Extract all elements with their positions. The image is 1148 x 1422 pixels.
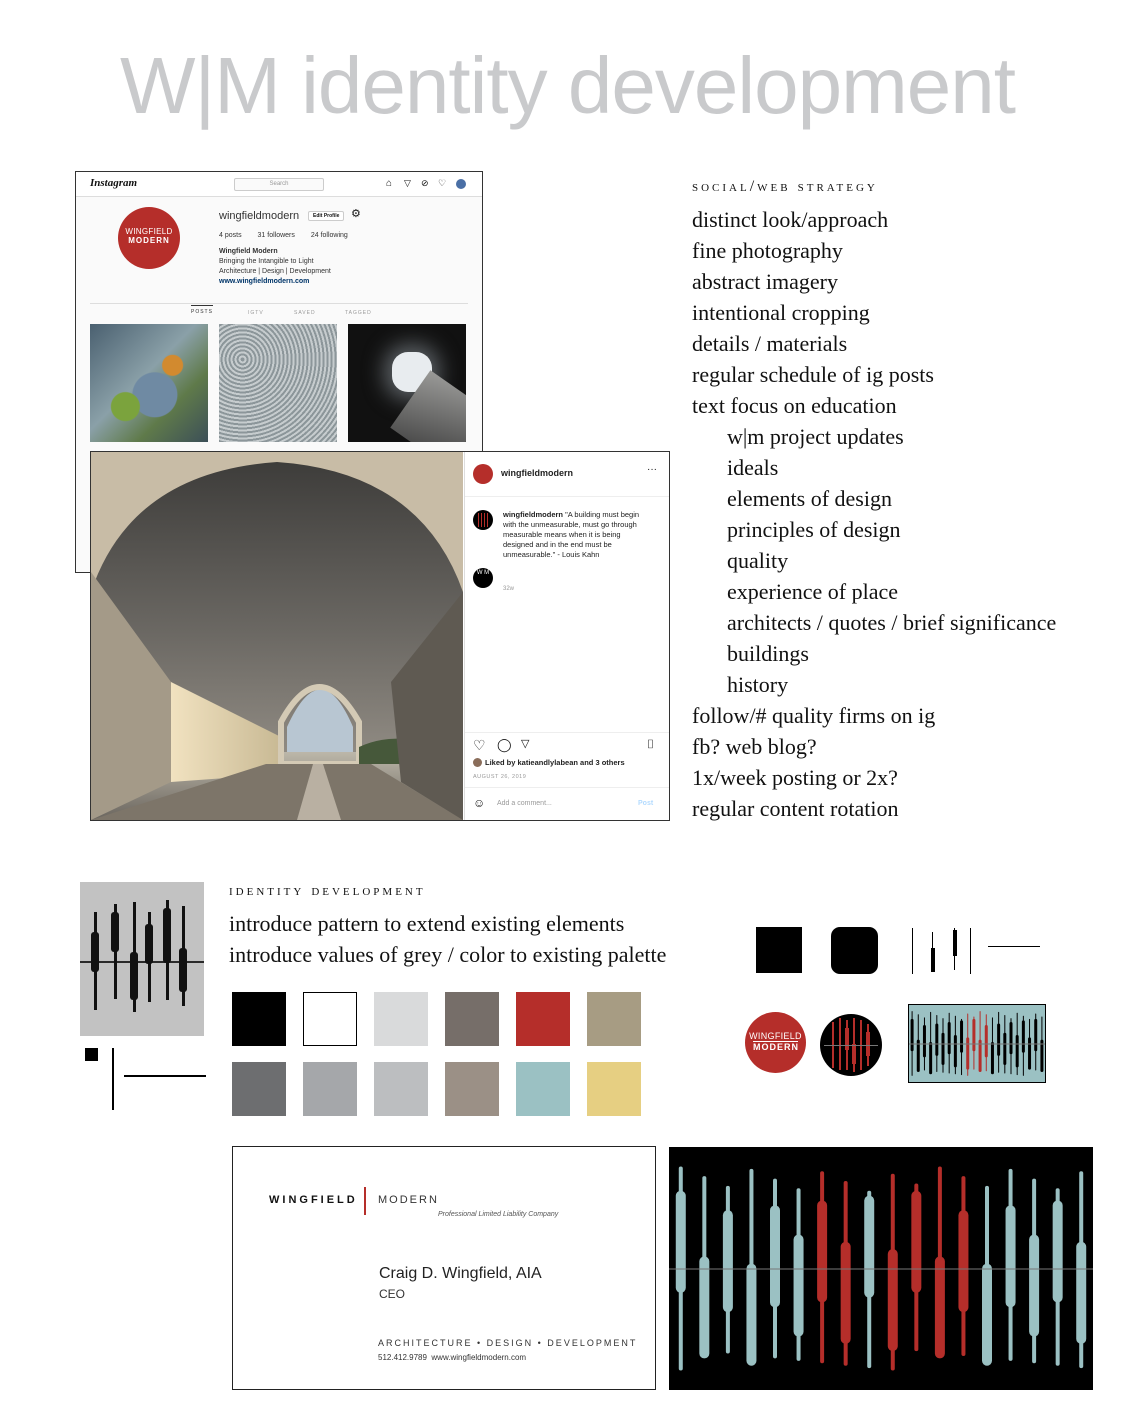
badge-bar: [866, 1032, 870, 1056]
comment-bar: [465, 787, 670, 821]
social-strategy-heading: social/web strategy: [692, 178, 878, 195]
ig-posts-count[interactable]: 4 posts: [219, 232, 242, 239]
ig-website-link[interactable]: www.wingfieldmodern.com: [219, 278, 310, 285]
ig-bio-line1: Bringing the Intangible to Light: [219, 258, 314, 265]
pattern-bar: [1003, 1033, 1006, 1065]
pattern-bar: [1010, 1022, 1013, 1054]
color-swatch: [445, 1062, 499, 1116]
comment-icon[interactable]: ◯: [497, 737, 512, 752]
strategy-item: w|m project updates: [727, 424, 904, 449]
caption-username[interactable]: wingfieldmodern: [503, 510, 563, 519]
logo-badge-red: [745, 1012, 806, 1073]
ig-actions: [465, 732, 670, 821]
pattern-bar: [948, 1022, 951, 1054]
ig-post-avatar[interactable]: [473, 464, 493, 484]
wm-avatar-text: W M: [476, 570, 490, 576]
badge-pattern-svg: [820, 1014, 882, 1076]
ig-logo-line1: WINGFIELD: [125, 227, 173, 236]
pattern-bar: [723, 1210, 733, 1312]
color-swatch: [232, 992, 286, 1046]
strategy-item: fine photography: [692, 238, 843, 263]
vault-photo: [91, 452, 463, 820]
pattern-bar: [1006, 1205, 1016, 1307]
color-swatch: [374, 1062, 428, 1116]
card-role: CEO: [379, 1287, 406, 1301]
ig-tabs: [90, 303, 468, 316]
home-icon[interactable]: ⌂: [386, 178, 393, 189]
caption-text: "A building must begin with the unmeasurable, must go through measurable means when it is being designed and in the end must be unmeasurable." - Louis Kahn: [503, 510, 640, 559]
wm-avatar: [473, 568, 493, 588]
strategy-item: intentional cropping: [692, 300, 870, 325]
pattern-bar: [888, 1249, 898, 1351]
caption-avatar: [473, 510, 493, 530]
ig-post-panel: [464, 452, 670, 820]
pattern-bar: [1022, 1020, 1025, 1052]
direct-icon[interactable]: ▽: [404, 178, 411, 188]
card-contact: 512.412.9789 www.wingfieldmodern.com: [378, 1353, 527, 1362]
color-swatch: [303, 1062, 357, 1116]
strategy-item: buildings: [727, 641, 809, 666]
pattern-bar: [794, 1234, 804, 1336]
pattern-bar: [997, 1023, 1000, 1055]
pattern-bar: [1034, 1019, 1037, 1051]
color-swatch: [445, 992, 499, 1046]
heart-icon[interactable]: ♡: [438, 178, 447, 188]
dash-mark: [988, 946, 1040, 947]
ig-post-thumb-gravel[interactable]: [219, 324, 337, 442]
page-title: W|M identity development: [120, 41, 1015, 130]
pattern-bar: [911, 1191, 921, 1293]
color-swatch: [303, 992, 357, 1046]
more-options-icon[interactable]: ···: [647, 464, 657, 475]
strategy-item: text focus on education: [692, 393, 897, 418]
pattern-bar: [770, 1205, 780, 1307]
color-swatch: [232, 1062, 286, 1116]
strategy-item: 1x/week posting or 2x?: [692, 765, 898, 790]
business-card: [232, 1146, 656, 1390]
tab-posts[interactable]: POSTS: [191, 305, 213, 315]
pattern-photo: [80, 882, 204, 1036]
pattern-bar: [954, 1035, 957, 1067]
card-brand-divider: [364, 1187, 366, 1215]
tab-saved[interactable]: SAVED: [294, 310, 316, 316]
pattern-bar: [179, 948, 187, 992]
liked-by-text[interactable]: Liked by katieandlylabean and 3 others: [485, 758, 625, 767]
pattern-baseline: [909, 1044, 1045, 1045]
identity-line-2: introduce values of grey / color to existing palette: [229, 942, 667, 967]
ig-post-thumb-aperture[interactable]: [348, 324, 466, 442]
horizontal-line-mark: [124, 1075, 206, 1077]
strategy-item: details / materials: [692, 331, 848, 356]
card-services: ARCHITECTURE • DESIGN • DEVELOPMENT: [378, 1338, 638, 1348]
ig-bio: [219, 247, 331, 287]
bookmark-icon[interactable]: ⌷: [647, 737, 655, 751]
like-heart-icon[interactable]: ♡: [473, 737, 486, 753]
barcode-bar: [931, 948, 935, 972]
ig-name: Wingfield Modern: [219, 248, 278, 255]
large-pattern-tile: [669, 1147, 1093, 1390]
card-company-type: Professional Limited Liability Company: [438, 1211, 559, 1218]
pattern-bar: [145, 924, 153, 964]
vault-photo-art: [91, 452, 463, 820]
pattern-bar: [111, 912, 119, 952]
pattern-bar: [746, 1264, 756, 1366]
color-swatch: [587, 992, 641, 1046]
strategy-item: quality: [727, 548, 789, 573]
ig-post-thumb-aerial[interactable]: [90, 324, 208, 442]
identity-heading: identity development: [229, 882, 426, 899]
badge-line: [824, 1045, 878, 1046]
logo-badge-line2: MODERN: [753, 1042, 799, 1052]
settings-gear-icon[interactable]: ⚙: [351, 208, 361, 220]
color-swatch: [374, 992, 428, 1046]
ig-logo-line2: MODERN: [128, 236, 170, 245]
pattern-bar: [972, 1019, 975, 1051]
strategy-item: principles of design: [727, 517, 901, 542]
strategy-item: follow/# quality firms on ig: [692, 703, 936, 728]
strategy-item: regular schedule of ig posts: [692, 362, 934, 387]
ig-search-input[interactable]: [234, 178, 324, 191]
barcode-line: [912, 928, 913, 974]
ig-search-placeholder: Search: [269, 181, 289, 187]
pattern-bar: [817, 1200, 827, 1302]
badge-bar: [852, 1044, 856, 1064]
pattern-bar: [130, 952, 138, 1000]
emoji-icon[interactable]: ☺: [473, 796, 486, 810]
pattern-bar: [1053, 1200, 1063, 1302]
strategy-item: ideals: [727, 455, 779, 480]
strategy-item: fb? web blog?: [692, 734, 817, 759]
strategy-item: architects / quotes / brief significance: [727, 610, 1057, 635]
strategy-item: elements of design: [727, 486, 892, 511]
pattern-bar: [966, 1037, 969, 1069]
color-palette: [232, 992, 642, 1116]
pattern-bar: [942, 1033, 945, 1065]
pattern-bar: [929, 1042, 932, 1074]
badge-stroke: [839, 1018, 841, 1070]
strategy-item: abstract imagery: [692, 269, 838, 294]
tab-igtv[interactable]: IGTV: [248, 310, 264, 316]
pattern-bar: [1029, 1234, 1039, 1336]
tab-tagged[interactable]: TAGGED: [345, 310, 372, 316]
pattern-bar: [911, 1019, 914, 1051]
liker-avatar: [473, 758, 482, 767]
liked-by: [473, 758, 625, 767]
small-square-mark: [85, 1048, 98, 1061]
card-brand-right: MODERN: [378, 1194, 439, 1206]
rounded-square-mark: [831, 927, 878, 974]
pattern-bar: [917, 1040, 920, 1072]
barcode-mark: [912, 928, 972, 974]
pattern-bar: [958, 1210, 968, 1312]
edit-profile-label: Edit Profile: [313, 213, 340, 219]
social-strategy-list: [692, 204, 1056, 824]
badge-bar: [845, 1028, 849, 1050]
ig-top-bar: [76, 172, 482, 197]
ig-stats: [219, 232, 379, 239]
pattern-bar: [163, 908, 171, 963]
post-date: AUGUST 26, 2019: [473, 774, 527, 780]
pattern-baseline: [669, 1269, 1093, 1270]
pattern-bar: [1040, 1040, 1043, 1072]
identity-lines: [229, 908, 666, 970]
logo-badge-pattern: [820, 1014, 882, 1076]
ig-following-count[interactable]: 24 following: [310, 232, 348, 239]
edit-profile-button[interactable]: [308, 211, 344, 221]
comment-input[interactable]: Add a comment...: [497, 800, 552, 807]
teal-pattern-tile: [908, 1004, 1046, 1083]
card-person-name: Craig D. Wingfield, AIA: [379, 1265, 542, 1282]
strategy-item: history: [727, 672, 789, 697]
strategy-item: regular content rotation: [692, 796, 899, 821]
pattern-bar: [1028, 1037, 1031, 1069]
post-comment-button[interactable]: Post: [638, 800, 654, 807]
pattern-bar: [985, 1025, 988, 1057]
pattern-bar: [960, 1020, 963, 1052]
barcode-bar: [953, 930, 957, 956]
identity-line-1: introduce pattern to extend existing elements: [229, 911, 625, 936]
strategy-item: experience of place: [727, 579, 898, 604]
instagram-post-screenshot: [90, 451, 670, 821]
vertical-line-mark: [112, 1048, 114, 1110]
barcode-line: [970, 928, 971, 974]
teal-pattern-svg: [909, 1005, 1045, 1082]
ig-username: wingfieldmodern: [219, 210, 300, 222]
caption-avatar-lines: [478, 513, 488, 527]
ig-brand: Instagram: [90, 177, 138, 189]
pattern-bar: [991, 1042, 994, 1074]
ig-followers-count[interactable]: 31 followers: [257, 232, 295, 239]
card-brand-left: WINGFIELD: [269, 1194, 358, 1206]
ig-bio-line2: Architecture | Design | Development: [219, 268, 331, 275]
color-swatch: [516, 992, 570, 1046]
pattern-bar: [935, 1023, 938, 1055]
color-swatch: [516, 1062, 570, 1116]
pattern-bar: [923, 1025, 926, 1057]
pattern-bar: [699, 1256, 709, 1358]
post-time: 32w: [503, 586, 515, 592]
pattern-bar: [91, 932, 99, 972]
share-icon[interactable]: ▽: [521, 738, 530, 750]
pattern-bar: [1016, 1035, 1019, 1067]
pattern-bar: [841, 1242, 851, 1344]
logo-badge-line1: WINGFIELD: [749, 1031, 802, 1041]
pattern-bar: [1076, 1242, 1086, 1344]
profile-avatar-icon[interactable]: [456, 179, 466, 189]
explore-icon[interactable]: ⊘: [421, 178, 429, 188]
pattern-bar: [982, 1264, 992, 1366]
pattern-bar: [979, 1040, 982, 1072]
pattern-bar: [676, 1191, 686, 1293]
pattern-bar: [935, 1256, 945, 1358]
ig-post-username[interactable]: wingfieldmodern: [501, 468, 573, 478]
ig-profile-logo: [118, 207, 180, 269]
color-swatch: [587, 1062, 641, 1116]
strategy-item: distinct look/approach: [692, 207, 889, 232]
ig-post-header: [465, 452, 670, 497]
pattern-bar: [864, 1196, 874, 1298]
large-pattern-svg: [669, 1147, 1093, 1390]
square-mark: [756, 927, 802, 973]
ig-caption: [503, 510, 653, 560]
